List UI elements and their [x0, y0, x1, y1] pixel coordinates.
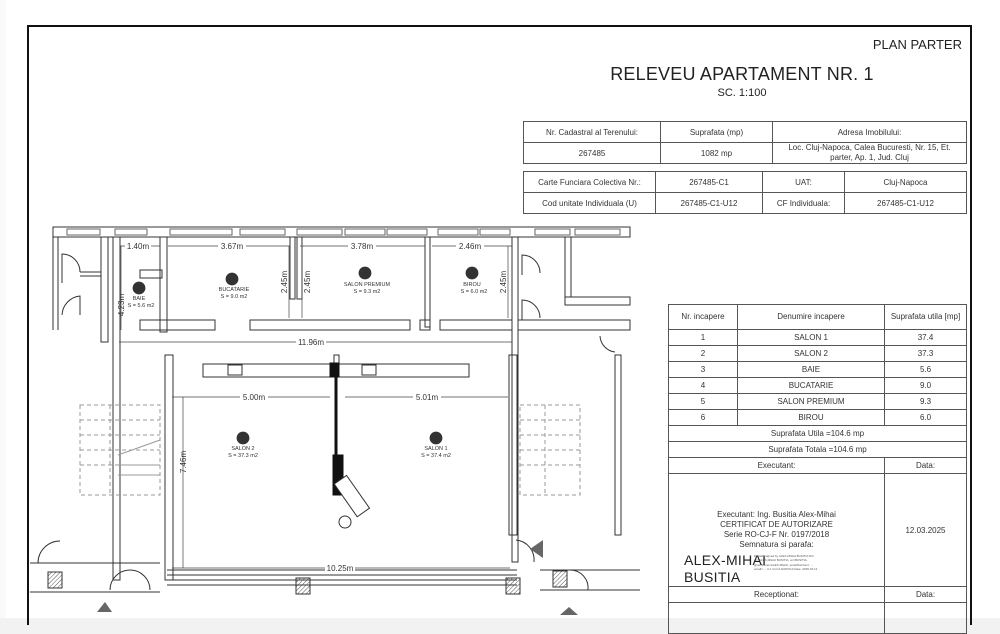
dim-bucatarie-width: 3.67m	[220, 242, 244, 251]
total-useful-area: Suprafata Utila =104.6 mp	[669, 426, 967, 442]
column	[296, 578, 310, 594]
document-title: RELEVEU APARTAMENT NR. 1	[610, 64, 874, 84]
room-3-number: 3	[136, 284, 142, 293]
header-cadastral-number: Nr. Cadastral al Terenului:	[524, 122, 661, 143]
room-area: 6.0	[885, 410, 967, 426]
room-name: SALON 2	[738, 346, 885, 362]
door-left-1	[62, 254, 80, 283]
room-area: 37.3	[885, 346, 967, 362]
date-label: Data:	[885, 458, 967, 474]
individual-cf-value: 267485-C1-U12	[845, 193, 967, 214]
drawing-scale: SC. 1:100	[717, 87, 767, 99]
header-room-name: Denumire incapere	[738, 305, 885, 330]
wall-baie-left	[113, 237, 120, 580]
dim-birou-height: 2.45m	[499, 270, 508, 294]
door-right-2	[522, 300, 540, 320]
room-2-name: SALON 2	[231, 446, 255, 452]
door-entry-left	[38, 541, 60, 563]
room-number: 5	[669, 394, 738, 410]
room-6-area: S = 6.0 m2	[460, 289, 488, 295]
dim-baie-height: 4.23m	[117, 293, 126, 317]
dim-salon1-width: 5.01m	[415, 393, 439, 402]
column	[48, 572, 62, 588]
entry-arrow-bottom	[560, 607, 578, 615]
sheet-label: PLAN PARTER	[872, 37, 962, 52]
stairs-right	[520, 405, 580, 495]
room-6-number: 6	[469, 269, 475, 278]
room-5-area: S = 9.3 m2	[353, 289, 381, 295]
dim-total-width: 11.96m	[297, 338, 325, 347]
room-3-area: S = 5.6 m2	[127, 303, 155, 309]
header-useful-area: Suprafata utila [mp]	[885, 305, 967, 330]
executant-date: 12.03.2025	[885, 474, 967, 587]
signature-details: Digitally signed by ALEX-MIHAI BUSITIA DN: cn=ALEX-MIHAI BUSITIA, sn=BUSITIA, givenName=ALEX-MIHAI, serialNumber=..., email=..., CJ, CLUJ-NAPOCA Date: 2025.03.12	[754, 554, 818, 571]
signature-first-name: ALEX-MIHAI	[684, 552, 767, 568]
room-4-number: 4	[229, 275, 235, 284]
individual-unit-code: 267485-C1-U12	[656, 193, 763, 214]
room-1-name: SALON 1	[424, 446, 448, 452]
room-number: 6	[669, 410, 738, 426]
stairs-left-solid	[118, 440, 160, 475]
uat-value: Cluj-Napoca	[845, 172, 967, 193]
room-number: 3	[669, 362, 738, 378]
receptionat-date-label: Data:	[885, 587, 967, 603]
signature-last-name: BUSITIA	[684, 569, 741, 585]
room-4-area: S = 9.0 m2	[220, 294, 248, 300]
column	[506, 578, 520, 594]
collective-registry-number: 267485-C1	[656, 172, 763, 193]
entry-arrow-left	[97, 602, 112, 612]
room-name: BUCATARIE	[738, 378, 885, 394]
signature-label: Semnatura si parafa:	[739, 540, 814, 549]
windows-top	[67, 229, 620, 235]
cadastral-number: 267485	[524, 143, 661, 164]
room-area: 9.3	[885, 394, 967, 410]
dim-facade-width: 10.25m	[326, 564, 354, 573]
executant-name: Executant: Ing. Busitia Alex-Mihai	[717, 510, 836, 519]
wall-left-hall	[101, 237, 108, 342]
room-name: BIROU	[738, 410, 885, 426]
room-1-number: 1	[433, 434, 439, 443]
label-collective-registry: Carte Funciara Colectiva Nr.:	[524, 172, 656, 193]
room-number: 1	[669, 330, 738, 346]
door-right-1	[522, 255, 540, 275]
room-5-name: SALON PREMIUM	[343, 282, 391, 288]
door-left-2	[62, 296, 80, 315]
room-3-name: BAIE	[132, 296, 146, 302]
room-6-name: BIROU	[463, 282, 481, 288]
entry-arrow-right	[530, 540, 543, 558]
room-area: 9.0	[885, 378, 967, 394]
dim-birou-width: 2.46m	[458, 242, 482, 251]
door-right-3	[600, 336, 615, 352]
total-area: Suprafata Totala =104.6 mp	[669, 442, 967, 458]
dim-salon-premium-height: 2.45m	[303, 270, 312, 294]
dim-salon2-width: 5.00m	[242, 393, 266, 402]
dim-bucatarie-height: 2.45m	[280, 270, 289, 294]
label-uat: UAT:	[763, 172, 845, 193]
label-individual-cf: CF Individuala:	[763, 193, 845, 214]
room-name: BAIE	[738, 362, 885, 378]
room-2-area: S = 37.3 m2	[228, 453, 258, 459]
room-1-area: S = 37.4 m2	[421, 453, 451, 459]
receptionat-label: Receptionat:	[669, 587, 885, 603]
dim-salon-height: 7.46m	[179, 450, 188, 474]
room-5-number: 5	[362, 269, 368, 278]
header-room-number: Nr. incapere	[669, 305, 738, 330]
room-name: SALON 1	[738, 330, 885, 346]
header-area: Suprafata (mp)	[661, 122, 773, 143]
dim-baie-width: 1.40m	[126, 242, 150, 251]
room-number: 4	[669, 378, 738, 394]
executant-label: Executant:	[669, 458, 885, 474]
property-address: Loc. Cluj-Napoca, Calea Bucuresti, Nr. 15, Et. parter, Ap. 1, Jud. Cluj	[773, 143, 967, 164]
room-number: 2	[669, 346, 738, 362]
label-individual-unit-code: Cod unitate Individuala (U)	[524, 193, 656, 214]
room-2-number: 2	[240, 434, 246, 443]
room-name: SALON PREMIUM	[738, 394, 885, 410]
land-area: 1082 mp	[661, 143, 773, 164]
column	[553, 571, 567, 587]
room-area: 37.4	[885, 330, 967, 346]
room-4-name: BUCATARIE	[218, 287, 250, 293]
certificate-title: CERTIFICAT DE AUTORIZARE	[720, 520, 833, 529]
room-area: 5.6	[885, 362, 967, 378]
dim-salon-premium-width: 3.78m	[350, 242, 374, 251]
certificate-series: Serie RO-CJ-F Nr. 0197/2018	[723, 530, 830, 539]
door-entry-right	[516, 540, 534, 562]
header-address: Adresa Imobilului:	[773, 122, 967, 143]
